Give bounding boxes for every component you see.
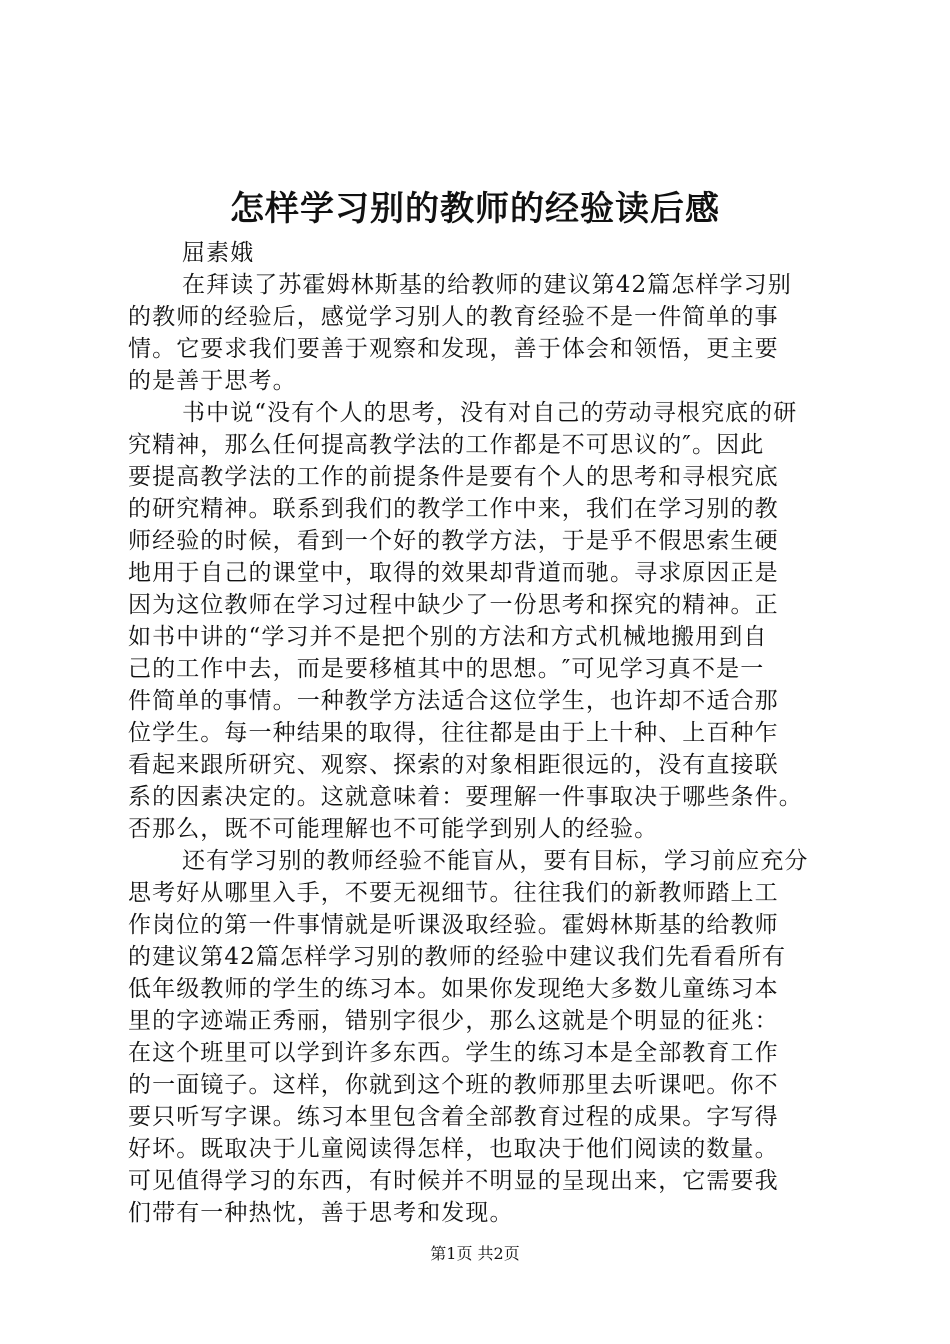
text-line: 好坏。既取决于儿童阅读得怎样，也取决于他们阅读的数量。 — [128, 1136, 779, 1162]
page-footer: 第1页 共2页 — [430, 1244, 520, 1263]
text-line: 的一面镜子。这样，你就到这个班的教师那里去听课吧。你不 — [128, 1072, 779, 1098]
text-line: 的建议第42篇怎样学习别的教师的经验中建议我们先看看所有 — [128, 944, 787, 970]
text-line: 件简单的事情。一种教学方法适合这位学生，也许却不适合那 — [128, 688, 779, 714]
document-title: 怎样学习别的教师的经验读后感 — [230, 189, 720, 229]
text-line: 书中说“没有个人的思考，没有对自己的劳动寻根究底的研 — [182, 400, 798, 426]
text-line: 地用于自己的课堂中，取得的效果却背道而驰。寻求原因正是 — [128, 560, 779, 586]
text-line: 的是善于思考。 — [128, 368, 297, 394]
text-line: 要提高教学法的工作的前提条件是要有个人的思考和寻根究底 — [128, 464, 779, 490]
text-line: 低年级教师的学生的练习本。如果你发现绝大多数儿童练习本 — [128, 976, 779, 1002]
text-line: 看起来跟所研究、观察、探索的对象相距很远的，没有直接联 — [128, 752, 779, 778]
text-line: 否那么，既不可能理解也不可能学到别人的经验。 — [128, 816, 659, 842]
text-line: 师经验的时候，看到一个好的教学方法，于是乎不假思索生硬 — [128, 528, 779, 554]
author-line: 屈素娥 — [182, 240, 255, 266]
text-line: 作岗位的第一件事情就是听课汲取经验。霍姆林斯基的给教师 — [128, 912, 779, 938]
text-line: 己的工作中去，而是要移植其中的思想。″可见学习真不是一 — [128, 656, 765, 682]
text-line: 要只听写字课。练习本里包含着全部教育过程的成果。字写得 — [128, 1104, 779, 1130]
text-line: 系的因素决定的。这就意味着：要理解一件事取决于哪些条件。 — [128, 784, 803, 810]
text-line: 可见值得学习的东西，有时候并不明显的呈现出来，它需要我 — [128, 1168, 779, 1194]
text-line: 还有学习别的教师经验不能盲从，要有目标，学习前应充分 — [182, 848, 809, 874]
text-line: 思考好从哪里入手，不要无视细节。往往我们的新教师踏上工 — [128, 880, 779, 906]
text-line: 因为这位教师在学习过程中缺少了一份思考和探究的精神。正 — [128, 592, 779, 618]
text-line: 的教师的经验后，感觉学习别人的教育经验不是一件简单的事 — [128, 304, 779, 330]
text-line: 情。它要求我们要善于观察和发现，善于体会和领悟，更主要 — [128, 336, 779, 362]
text-line: 们带有一种热忱，善于思考和发现。 — [128, 1200, 514, 1226]
text-line: 如书中讲的“学习并不是把个别的方法和方式机械地搬用到自 — [128, 624, 768, 650]
text-line: 的研究精神。联系到我们的教学工作中来，我们在学习别的教 — [128, 496, 779, 522]
text-line: 里的字迹端正秀丽，错别字很少，那么这就是个明显的征兆： — [128, 1008, 779, 1034]
text-line: 位学生。每一种结果的取得，往往都是由于上十种、上百种乍 — [128, 720, 779, 746]
document-body — [128, 237, 830, 1229]
text-line: 在拜读了苏霍姆林斯基的给教师的建议第42篇怎样学习别 — [182, 272, 792, 298]
text-line: 究精神，那么任何提高教学法的工作都是不可思议的″。因此 — [128, 432, 765, 458]
text-line: 在这个班里可以学到许多东西。学生的练习本是全部教育工作 — [128, 1040, 779, 1066]
